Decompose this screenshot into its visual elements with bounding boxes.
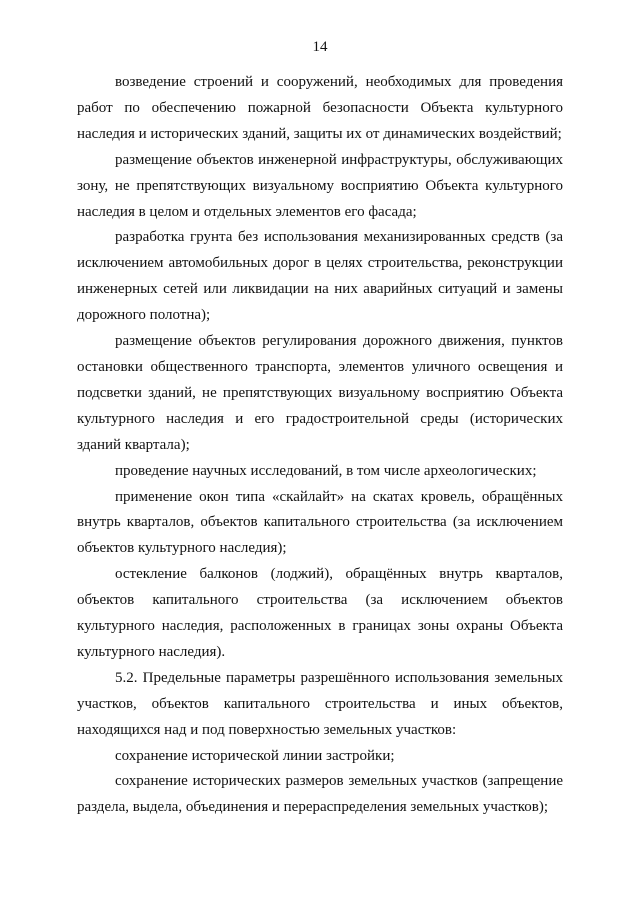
- paragraph-building-line: сохранение исторической линии застройки;: [115, 747, 395, 764]
- paragraph-plot-sizes: сохранение исторических размеров земельных участков (запрещение раздела, выдела, объединения и перераспределения земельных участков);: [77, 773, 563, 816]
- page-number: 14: [312, 39, 328, 55]
- paragraph-ground-works: разработка грунта без использования механизированных средств (за исключением автомобильных дорог в целях строительства, реконструкции инженерных сетей или ликвидации на них аварийных ситуаций и замены дорожного полотна);: [77, 229, 563, 324]
- paragraph-balcony-glazing: остекление балконов (лоджий), обращённых внутрь кварталов, объектов капитального строительства (за исключением объектов культурного наследия, расположенных в границах зоны охраны Объекта культурного наследия).: [77, 566, 563, 660]
- paragraph-research: проведение научных исследований, в том числе археологических;: [115, 462, 537, 479]
- paragraph-section-5-2: 5.2. Предельные параметры разрешённого использования земельных участков, объектов капитального строительства и иных объектов, находящихся над и под поверхностью земельных участков:: [77, 669, 563, 738]
- paragraph-fire-safety: возведение строений и сооружений, необходимых для проведения работ по обеспечению пожарной безопасности Объекта культурного наследия и исторических зданий, защиты их от динамических воздействий;: [77, 74, 563, 142]
- document-body: [77, 70, 563, 821]
- paragraph-skylight-windows: применение окон типа «скайлайт» на скатах кровель, обращённых внутрь кварталов, объектов капитального строительства (за исключением объектов культурного наследия);: [77, 488, 563, 557]
- paragraph-traffic-objects: размещение объектов регулирования дорожного движения, пунктов остановки общественного транспорта, элементов уличного освещения и подсветки зданий, не препятствующих визуальному восприятию Объекта культурного наследия и его градостроительной среды (исторических зданий квартала);: [77, 333, 563, 453]
- paragraph-engineering-infrastructure: размещение объектов инженерной инфраструктуры, обслуживающих зону, не препятствующих визуальному восприятию Объекта культурного наследия в целом и отдельных элементов его фасада;: [77, 151, 563, 220]
